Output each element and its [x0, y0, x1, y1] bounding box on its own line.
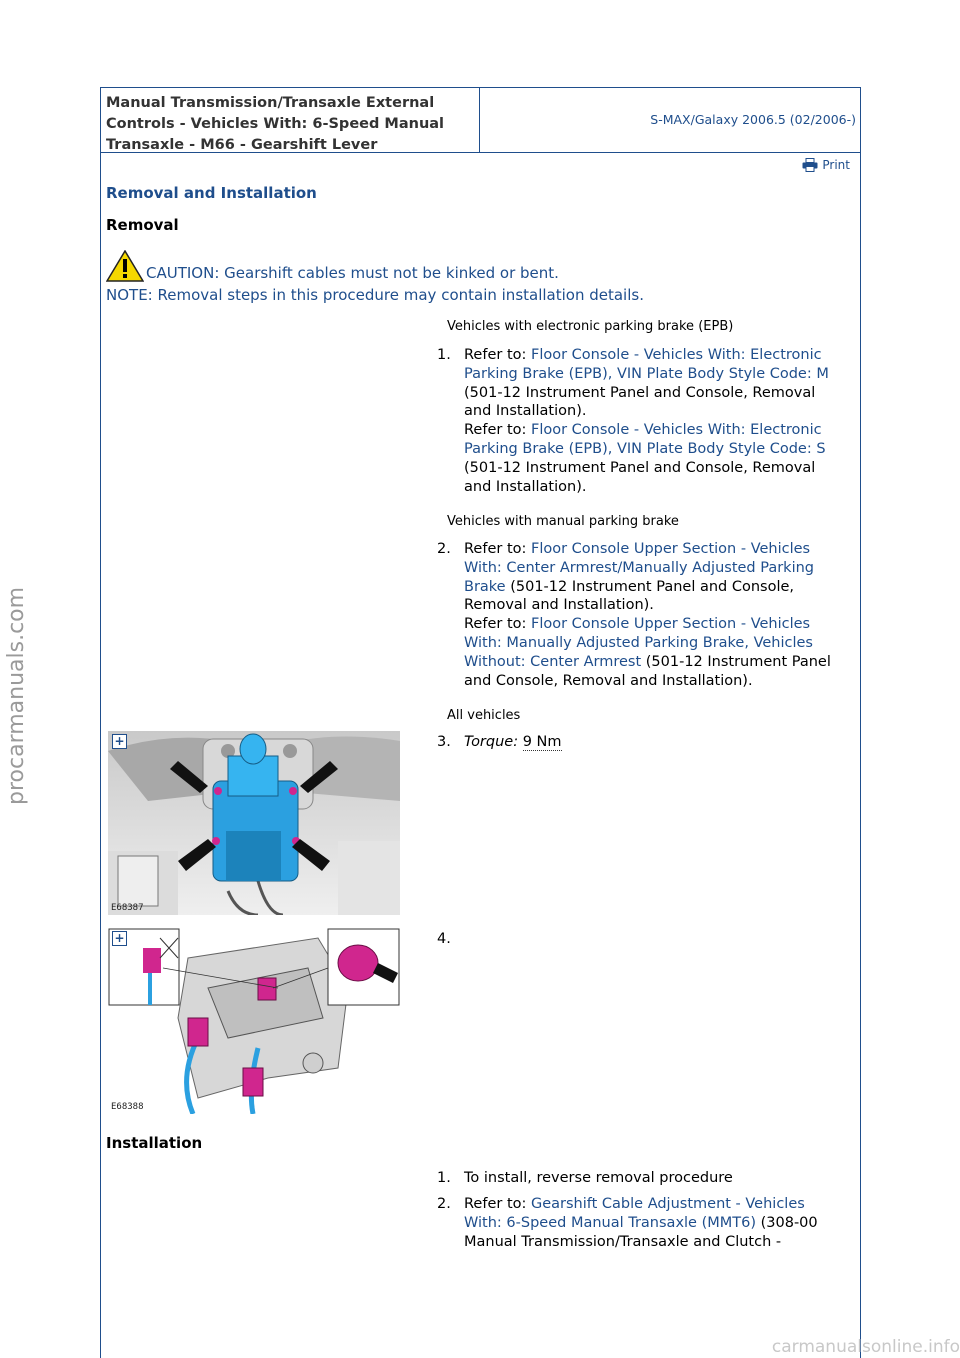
header	[101, 88, 860, 153]
figure-label: E68388	[111, 1102, 144, 1112]
note-text: NOTE: Removal steps in this procedure may contain installation details.	[106, 286, 644, 304]
document-frame	[100, 87, 861, 1358]
installation-step-1	[437, 1169, 847, 1188]
link-floor-console-epb-m[interactable]: Floor Console - Vehicles With: Electronic Parking Brake (EPB), VIN Plate Body Style Code: M	[464, 347, 829, 382]
ref-suffix: (501-12 Instrument Panel and Console, Removal and Installation).	[464, 459, 816, 495]
link-floor-console-upper-armrest[interactable]: Floor Console Upper Section - Vehicles With: Center Armrest/Manually Adjusted Parking Brake	[464, 541, 814, 595]
step-body	[464, 346, 847, 496]
watermark-procarmanuals: procarmanuals.com	[4, 586, 29, 805]
watermark-carmanualsonline: carmanualsonline.info	[771, 1337, 960, 1357]
section-title: Removal and Installation	[106, 184, 317, 202]
subhead-all: All vehicles	[447, 708, 521, 723]
step-number: 2.	[437, 541, 451, 557]
step-body: To install, reverse removal procedure	[464, 1170, 733, 1186]
print-label: Print	[822, 158, 850, 172]
print-button[interactable]	[802, 158, 850, 172]
installation-step-2	[437, 1195, 847, 1251]
subhead-epb: Vehicles with electronic parking brake (EPB)	[447, 319, 734, 334]
ref-prefix: Refer to:	[464, 347, 531, 363]
ref-suffix: (501-12 Instrument Panel and Console, Removal and Installation).	[464, 384, 816, 420]
removal-step-3	[437, 733, 847, 752]
subhead-manual: Vehicles with manual parking brake	[447, 514, 679, 529]
gearshift-cables-illustration	[108, 928, 400, 1114]
step-number: 2.	[437, 1196, 451, 1212]
warning-icon	[106, 250, 144, 282]
page-title: Manual Transmission/Transaxle External Controls - Vehicles With: 6-Speed Manual Transaxle - M66 - Gearshift Lever	[106, 95, 445, 153]
zoom-icon[interactable]: +	[112, 734, 127, 749]
caution-text: CAUTION: Gearshift cables must not be kinked or bent.	[146, 264, 559, 282]
zoom-icon[interactable]: +	[112, 931, 127, 946]
torque-value: 9 Nm	[522, 734, 562, 750]
step-number: 4.	[437, 931, 451, 947]
removal-step-4	[437, 930, 847, 949]
step-number: 1.	[437, 347, 451, 363]
ref-prefix: Refer to:	[464, 1196, 531, 1212]
link-floor-console-upper-no-armrest[interactable]: Floor Console Upper Section - Vehicles With: Manually Adjusted Parking Brake, Vehicles Without: Center Armrest	[464, 616, 813, 670]
printer-icon	[802, 158, 818, 172]
installation-heading: Installation	[106, 1134, 203, 1152]
removal-step-1	[437, 346, 847, 496]
ref-prefix: Refer to:	[464, 541, 531, 557]
step-number: 1.	[437, 1170, 451, 1186]
ref-suffix: (501-12 Instrument Panel and Console, Removal and Installation).	[464, 653, 831, 689]
step-body	[464, 733, 847, 752]
removal-heading: Removal	[106, 216, 179, 234]
removal-step-2	[437, 540, 847, 690]
gearshift-lever-figure[interactable]	[108, 731, 400, 915]
caution-notice	[106, 250, 559, 282]
ref-prefix: Refer to:	[464, 616, 531, 633]
ref-suffix: (308-00 Manual Transmission/Transaxle and Clutch -	[464, 1214, 818, 1250]
ref-prefix: Refer to:	[464, 422, 531, 439]
header-divider	[479, 88, 480, 152]
model-label: S-MAX/Galaxy 2006.5 (02/2006-)	[650, 112, 856, 127]
link-floor-console-epb-s[interactable]: Floor Console - Vehicles With: Electronic Parking Brake (EPB), VIN Plate Body Style Code: S	[464, 422, 826, 457]
gearshift-lever-illustration	[108, 731, 400, 915]
step-body	[464, 540, 847, 690]
gearshift-cables-figure[interactable]	[108, 928, 400, 1114]
step-body	[464, 1195, 847, 1251]
link-gearshift-cable-adjustment[interactable]: Gearshift Cable Adjustment - Vehicles With: 6-Speed Manual Transaxle (MMT6)	[464, 1196, 805, 1231]
torque-label: Torque:	[464, 734, 519, 750]
step-number: 3.	[437, 734, 451, 750]
ref-suffix: (501-12 Instrument Panel and Console, Removal and Installation).	[464, 578, 795, 614]
figure-label: E68387	[111, 903, 144, 913]
